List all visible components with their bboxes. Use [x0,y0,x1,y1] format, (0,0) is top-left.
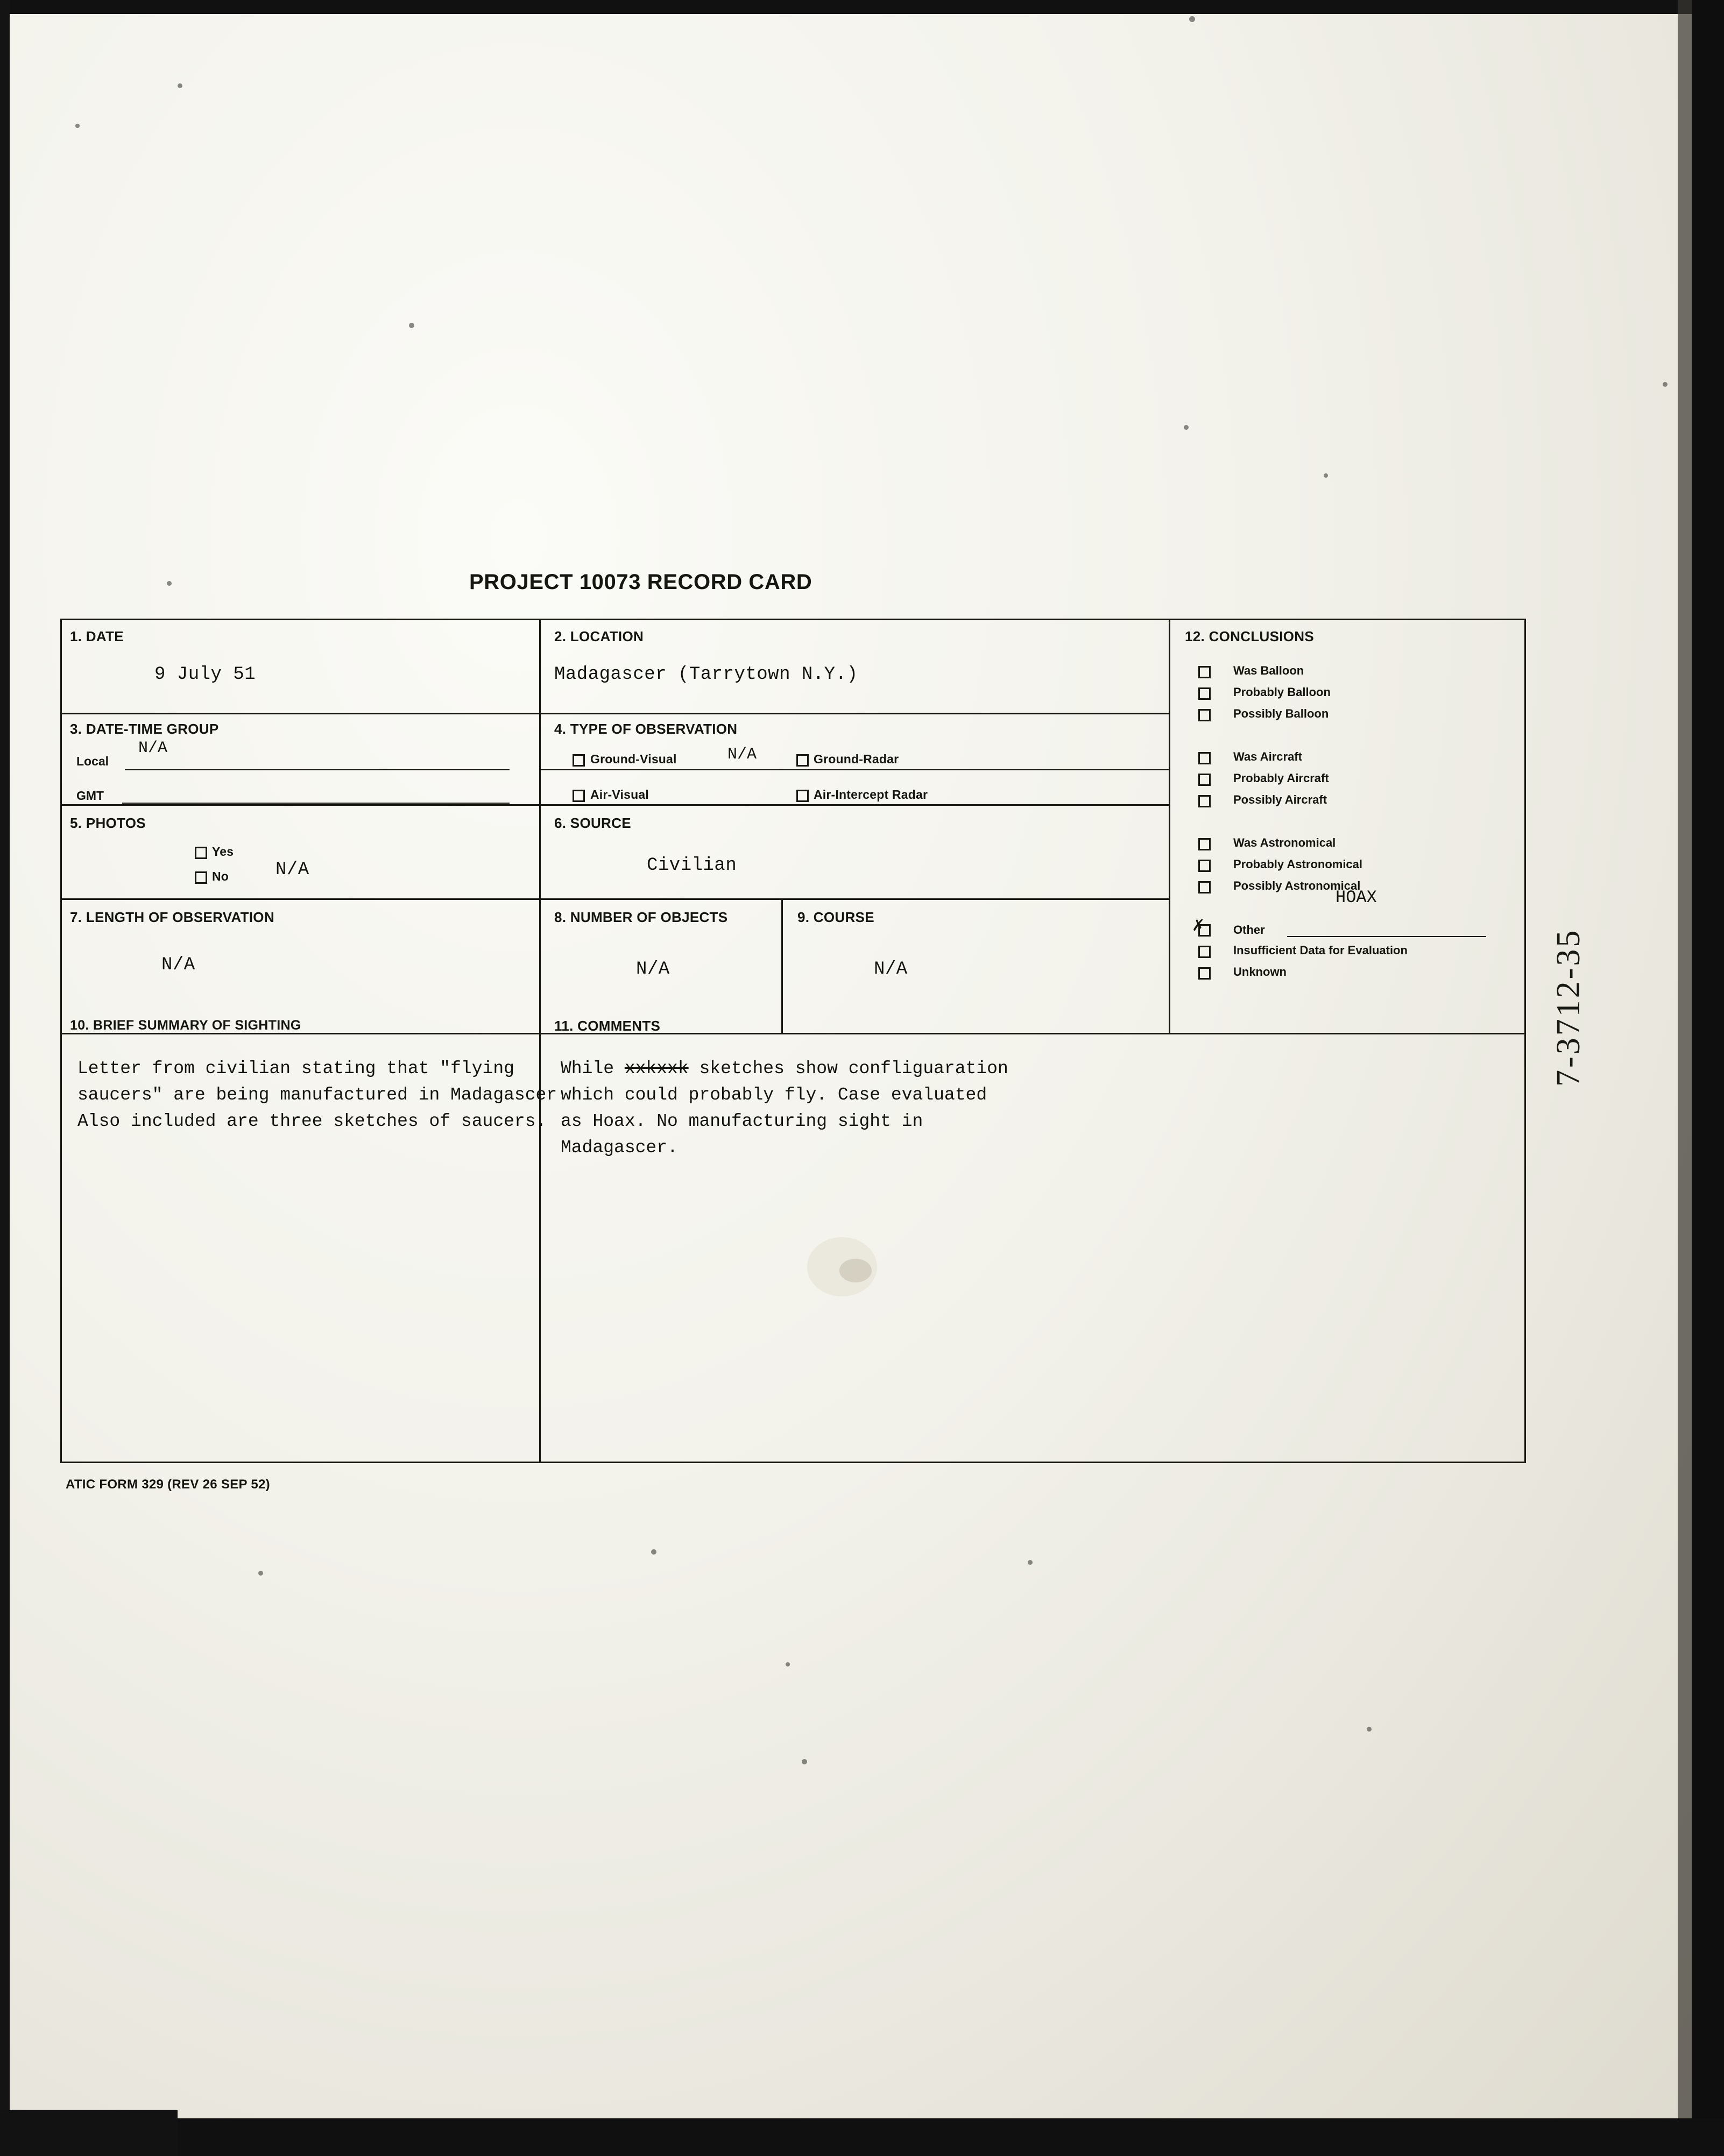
option-probably-astronomical: Probably Astronomical [1233,857,1363,871]
checkbox-was-balloon[interactable] [1198,666,1211,678]
checkbox-air-visual[interactable] [573,790,585,802]
option-probably-balloon: Probably Balloon [1233,685,1331,699]
photo-edge-bottom [0,2118,1724,2156]
dust-speck [802,1759,807,1764]
rule-horizontal-2 [60,804,1169,806]
option-possibly-aircraft: Possibly Aircraft [1233,793,1327,806]
option-air-visual: Air-Visual [590,788,649,802]
photo-edge-right-inner [1678,0,1692,2156]
label-photos: 5. PHOTOS [70,815,146,831]
rule-vertical-1 [539,619,541,1033]
value-source: Civilian [647,855,737,876]
value-number-of-objects: N/A [636,959,670,980]
checkbox-air-intercept-radar[interactable] [796,790,809,802]
option-insufficient-data: Insufficient Data for Evaluation [1233,944,1408,957]
dust-speck [651,1549,656,1555]
underline-local [125,769,510,770]
value-photos: N/A [275,860,309,880]
value-other: HOAX [1336,888,1377,907]
comments-strikethrough: xxkxxk [624,1059,689,1079]
comments-line-2: which could probably fly. Case evaluated [561,1085,987,1105]
photo-edge-left [0,0,10,2156]
photo-edge-top [0,0,1724,14]
label-date: 1. DATE [70,628,124,644]
label-brief-summary: 10. BRIEF SUMMARY OF SIGHTING [70,1018,301,1033]
option-other: Other [1233,923,1265,937]
rule-horizontal-3 [60,898,1169,900]
option-ground-radar: Ground-Radar [814,752,899,766]
rule-vertical-2 [1169,619,1170,1033]
label-gmt: GMT [76,789,104,803]
dust-speck [1028,1560,1033,1565]
checkbox-possibly-astronomical[interactable] [1198,881,1211,893]
checkbox-probably-balloon[interactable] [1198,687,1211,700]
value-date: 9 July 51 [154,664,256,685]
checkbox-unknown[interactable] [1198,967,1211,980]
dust-speck [178,83,182,88]
dust-speck [75,124,80,128]
dust-speck [258,1571,263,1576]
dust-speck [1189,16,1195,22]
label-date-time-group: 3. DATE-TIME GROUP [70,721,219,737]
option-was-aircraft: Was Aircraft [1233,750,1302,763]
dust-speck [167,581,172,586]
checkbox-ground-visual[interactable] [573,754,585,767]
value-type-of-observation: N/A [727,746,757,764]
label-source: 6. SOURCE [554,815,631,831]
brief-summary-line-2: saucers" are being manufactured in Madagascer [77,1085,557,1105]
option-photos-yes: Yes [212,845,234,859]
checkbox-ground-radar[interactable] [796,754,809,767]
checkbox-probably-aircraft[interactable] [1198,774,1211,786]
margin-annotation: 7-3712-35 [1550,928,1587,1087]
comments-line-1 [561,1055,1497,1082]
comments-text [561,1055,1497,1161]
checkbox-possibly-aircraft[interactable] [1198,795,1211,807]
checkbox-probably-astronomical[interactable] [1198,860,1211,872]
label-length-of-observation: 7. LENGTH OF OBSERVATION [70,909,274,925]
checkbox-was-astronomical[interactable] [1198,838,1211,850]
label-location: 2. LOCATION [554,628,644,644]
card-border [60,619,1526,1463]
rule-vertical-4 [781,898,783,1033]
photo-edge-right [1692,0,1724,2156]
option-was-astronomical: Was Astronomical [1233,836,1336,849]
option-was-balloon: Was Balloon [1233,664,1304,677]
dust-speck [1324,473,1328,478]
option-possibly-balloon: Possibly Balloon [1233,707,1329,720]
brief-summary-line-1: Letter from civilian stating that "flying [77,1059,514,1079]
label-type-of-observation: 4. TYPE OF OBSERVATION [554,721,738,737]
comments-line-1-b: sketches show confliguaration [688,1059,1008,1079]
option-photos-no: No [212,869,229,883]
photo-corner-bottom-left [0,2110,178,2156]
option-ground-visual: Ground-Visual [590,752,677,766]
page-title: PROJECT 10073 RECORD CARD [469,570,812,594]
label-local: Local [76,754,109,768]
label-course: 9. COURSE [797,909,874,925]
option-unknown: Unknown [1233,965,1287,978]
comments-line-4: Madagascer. [561,1138,678,1158]
option-air-intercept-radar: Air-Intercept Radar [814,788,928,802]
value-length-of-observation: N/A [161,955,195,975]
checkbox-insufficient-data[interactable] [1198,946,1211,958]
dust-speck [409,323,414,328]
label-number-of-objects: 8. NUMBER OF OBJECTS [554,909,728,925]
comments-line-3: as Hoax. No manufacturing sight in [561,1111,923,1131]
checkbox-was-aircraft[interactable] [1198,752,1211,764]
checkbox-photos-yes[interactable] [195,847,207,859]
value-location: Madagascer (Tarrytown N.Y.) [554,664,858,685]
checkbox-photos-no[interactable] [195,871,207,884]
underline-other [1287,936,1486,937]
record-card [60,570,1526,1492]
option-probably-aircraft: Probably Aircraft [1233,771,1329,785]
value-local: N/A [138,739,168,757]
form-number: ATIC FORM 329 (REV 26 SEP 52) [66,1477,270,1492]
rule-horizontal-1 [60,713,1169,714]
value-course: N/A [874,959,908,980]
rule-horizontal-5 [539,769,1169,770]
checkmark-other: ✗ [1192,914,1205,937]
brief-summary-line-3: Also included are three sketches of saucers. [77,1111,547,1131]
dust-speck [1184,425,1189,430]
underline-gmt [122,803,510,804]
dust-speck [1367,1727,1372,1732]
checkbox-possibly-balloon[interactable] [1198,709,1211,721]
comments-line-1-a: While [561,1059,625,1079]
dust-speck [786,1662,790,1666]
dust-speck [1663,382,1668,387]
label-conclusions: 12. CONCLUSIONS [1185,628,1314,644]
label-comments: 11. COMMENTS [554,1018,661,1034]
option-possibly-astronomical: Possibly Astronomical [1233,879,1361,892]
